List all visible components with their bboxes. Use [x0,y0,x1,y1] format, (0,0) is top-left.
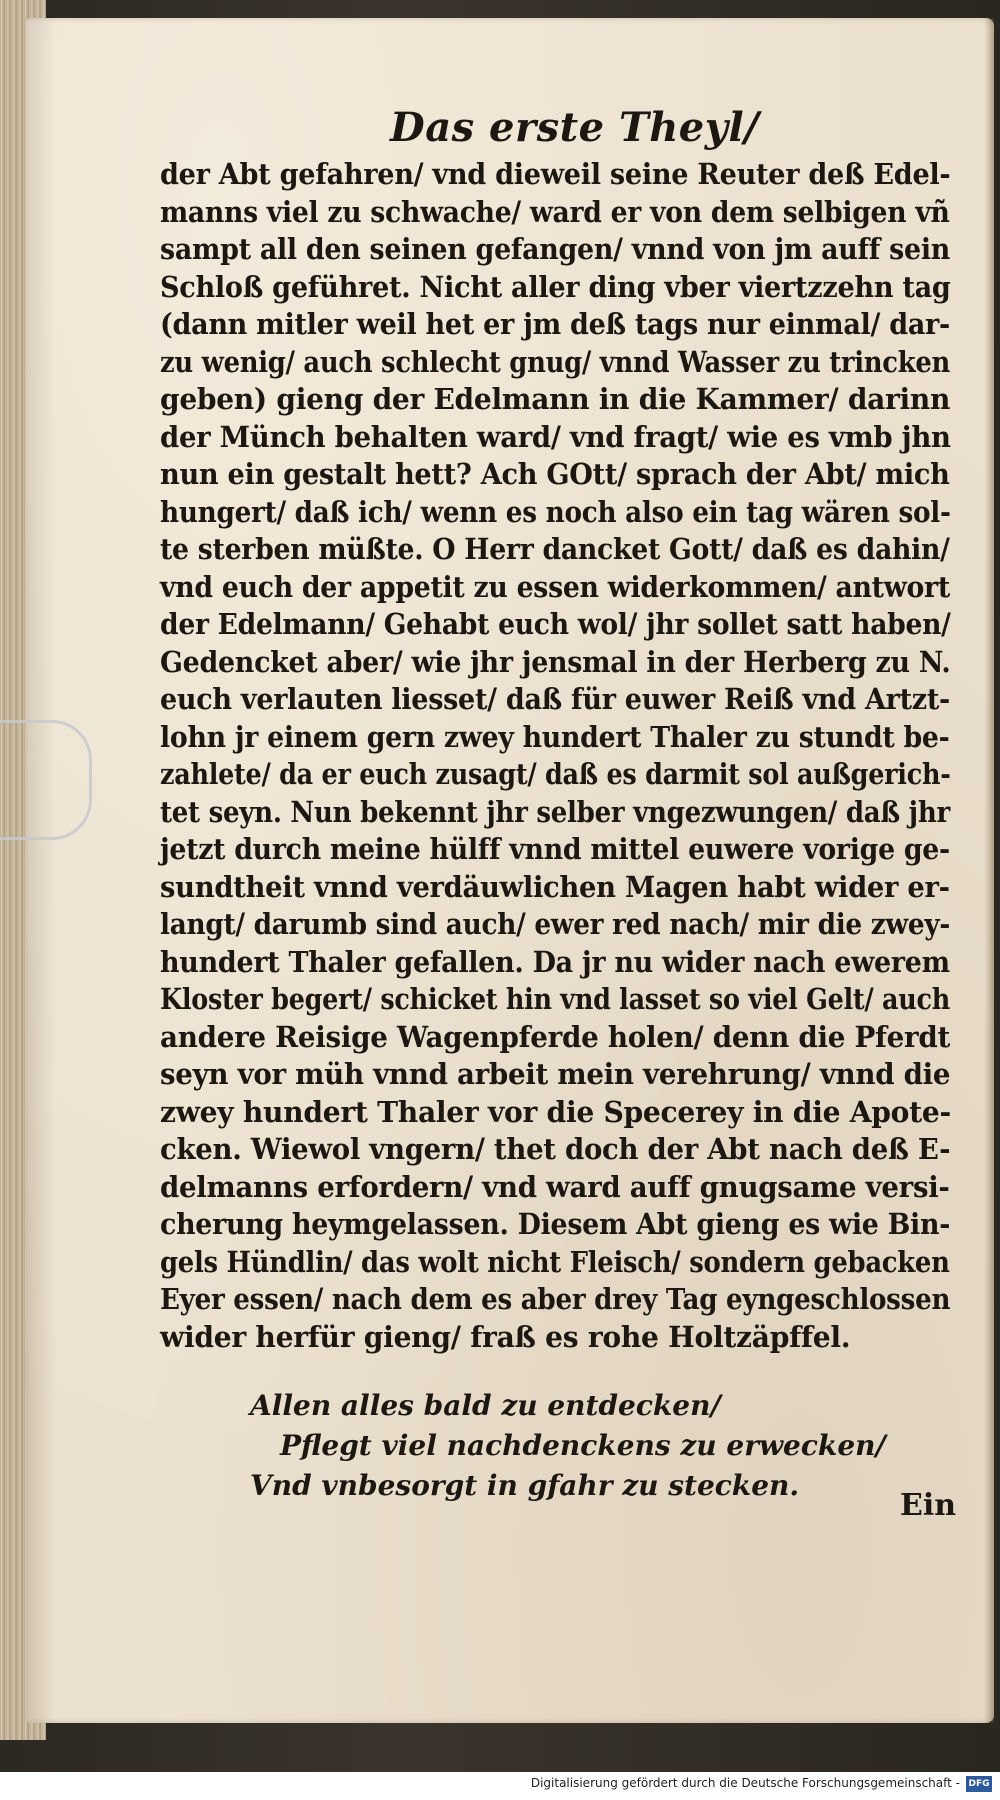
page-text [160,100,960,1356]
text-line: lohn jr einem gern zwey hundert Thaler zu stundt be- [160,719,950,754]
text-line: manns viel zu schwache/ ward er von dem selbigen vñ [160,194,950,229]
text-line: der Münch behalten ward/ vnd fragt/ wie es vmb jhn [160,419,951,454]
page-shadow [984,18,994,1723]
text-line: Gedencket aber/ wie jhr jensmal in der Herberg zu N. [160,644,951,679]
text-line: cken. Wiewol vngern/ thet doch der Abt nach deß E- [160,1132,951,1166]
text-line: gels Hündlin/ das wolt nicht Fleisch/ sondern gebacken [160,1244,950,1279]
text-line: zwey hundert Thaler vor die Specerey in die Apote- [160,1094,951,1129]
text-line: Eyer essen/ nach dem es aber drey Tag eyngeschlossen [160,1282,951,1316]
verse [250,1386,886,1506]
catchword: Ein [900,1488,957,1523]
verse-line: Pflegt viel nachdenckens zu erwecken/ [280,1429,886,1462]
text-line: der Edelmann/ Gehabt euch wol/ jhr sollet satt haben/ [160,607,951,641]
text-line: hundert Thaler gefallen. Da jr nu wider nach ewerem [160,944,950,979]
verse-line: Vnd vnbesorgt in gfahr zu stecken. [250,1469,800,1502]
text-line: sundtheit vnnd verdäuwlichen Magen habt wider er- [160,869,950,904]
text-line: geben) gieng der Edelmann in die Kammer/ darinn [160,382,951,416]
text-line: Schloß geführet. Nicht aller ding vber viertzzehn tag [160,269,951,304]
footer-credit: Digitalisierung gefördert durch die Deutsche Forschungsgemeinschaft - [530,1776,960,1790]
text-line: zahlete/ da er euch zusagt/ daß es darmit sol außgerich- [160,757,951,791]
text-line: sampt all den seinen gefangen/ vnnd von jm auff sein [160,232,951,266]
text-line: cherung heymgelassen. Diesem Abt gieng es wie Bin- [160,1207,951,1241]
verse-line: Allen alles bald zu entdecken/ [250,1389,721,1422]
text-line: der Abt gefahren/ vnd dieweil seine Reuter deß Edel- [160,157,951,191]
text-line: vnd euch der appetit zu essen widerkommen/ antwort [160,569,950,604]
text-line: nun ein gestalt hett? Ach GOtt/ sprach der Abt/ mich [160,457,950,491]
body-text [160,156,960,1356]
text-line: seyn vor müh vnnd arbeit mein verehrung/ vnnd die [160,1057,951,1091]
text-line: wider herfür gieng/ fraß es rohe Holtzäpffel. [160,1319,851,1354]
text-line: Kloster begert/ schicket hin vnd lasset so viel Gelt/ auch [160,982,950,1016]
text-line: tet seyn. Nun bekennt jhr selber vngezwungen/ daß jhr [160,794,950,829]
text-line: (dann mitler weil het er jm deß tags nur einmal/ dar- [160,307,950,341]
text-line: euch verlauten liesset/ daß für euwer Reiß vnd Artzt- [160,682,950,716]
footer [0,1772,1000,1800]
running-head: Das erste Theyl/ [390,104,760,151]
text-line: delmanns erfordern/ vnd ward auff gnugsame versi- [160,1169,950,1204]
text-line: langt/ darumb sind auch/ ewer red nach/ mir die zwey- [160,907,951,941]
text-line: hungert/ daß ich/ wenn es noch also ein tag wären sol- [160,494,951,529]
text-line: te sterben müßte. O Herr dancket Gott/ daß es dahin/ [160,532,950,566]
page-clip [0,720,92,840]
text-line: zu wenig/ auch schlecht gnug/ vnnd Wasser zu trincken [160,344,951,379]
text-line: jetzt durch meine hülff vnnd mittel euwere vorige ge- [160,832,950,866]
text-line: andere Reisige Wagenpferde holen/ denn die Pferdt [160,1019,951,1054]
dfg-logo-icon: DFG [966,1776,992,1792]
